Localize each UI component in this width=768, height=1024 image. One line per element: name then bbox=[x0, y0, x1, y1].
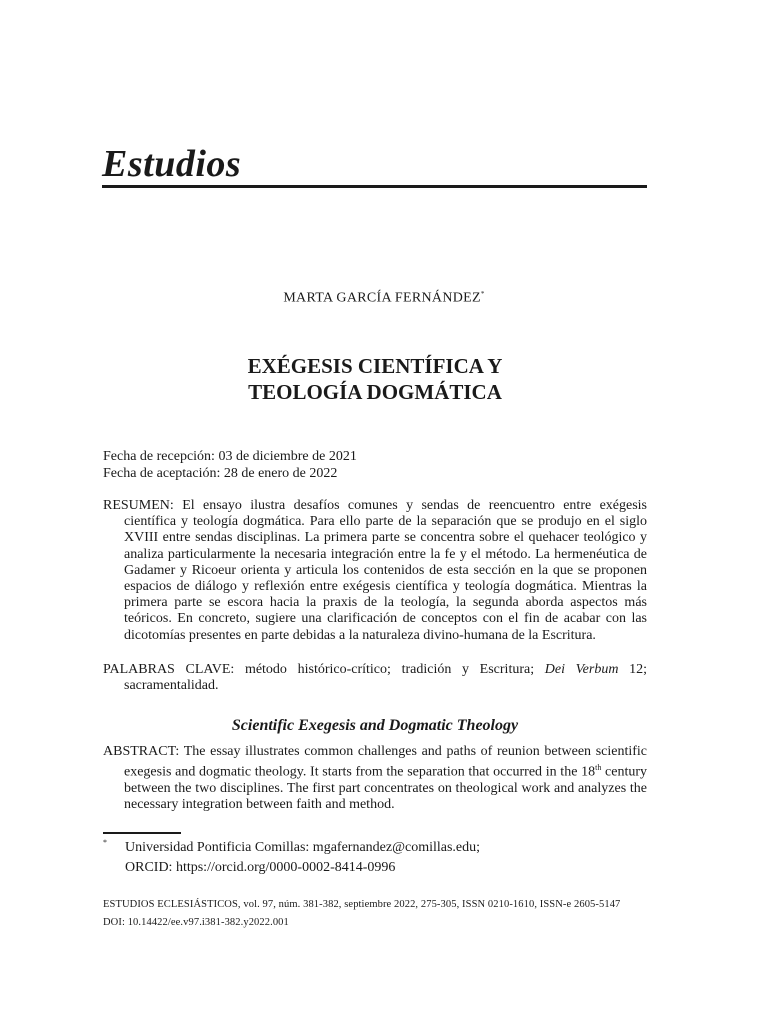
dates-block bbox=[103, 448, 357, 482]
citation-block bbox=[103, 896, 620, 932]
footnote-rule bbox=[103, 832, 181, 834]
abstract-superscript: th bbox=[595, 763, 602, 773]
abstract-paragraph bbox=[103, 744, 647, 813]
resumen-label: RESUMEN: bbox=[103, 498, 174, 513]
abstract-label: ABSTRACT: bbox=[103, 744, 180, 759]
article-title-line-2: TEOLOGÍA DOGMÁTICA bbox=[248, 380, 502, 404]
keywords-paragraph bbox=[103, 662, 647, 694]
received-date: Fecha de recepción: 03 de diciembre de 2021 bbox=[103, 449, 357, 464]
keywords-text-2: 12; sacramentalidad. bbox=[124, 662, 648, 694]
resumen-text: El ensayo ilustra desafíos comunes y sendas de reencuentro entre exégesis científica y teología dogmática. Para ello parte de la separación que se produjo en el siglo XVIII entre sendas disciplinas. La primera parte se concentra sobre el quehacer teológico y analiza particularmente la necesaria integración entre la fe y el método. La hermenéutica de Gadamer y Ricoeur orienta y articula los contenidos de esta sección en la que se proponen espacios de diálogo y reflexión entre exégesis científica y teología dogmática. Mientras la primera parte se escora hacia la praxis de la teología, la segunda aborda aspectos más teóricos. En concreto, sugiere una clarificación de conceptos con el fin de acabar con las dicotomías presentes en parte debidas a la naturaleza divino-humana de la Escritura. bbox=[124, 498, 648, 643]
author-footnote-marker[interactable]: * bbox=[480, 290, 485, 298]
article-title-line-1: EXÉGESIS CIENTÍFICA Y bbox=[247, 354, 503, 378]
citation-doi[interactable]: DOI: 10.14422/ee.v97.i381-382.y2022.001 bbox=[103, 917, 289, 928]
keywords-text-1: método histórico-crítico; tradición y Escritura; bbox=[244, 662, 535, 677]
resumen-paragraph bbox=[103, 498, 647, 644]
article-title bbox=[0, 353, 750, 405]
author-name bbox=[0, 290, 768, 307]
english-title: Scientific Exegesis and Dogmatic Theology bbox=[231, 717, 519, 734]
footnote-affiliation[interactable]: Universidad Pontificia Comillas: mgafernandez@comillas.edu; bbox=[125, 840, 481, 855]
citation-journal: ESTUDIOS ECLESIÁSTICOS, vol. 97, núm. 381-382, septiembre 2022, 275-305, ISSN 0210-1610, ISSN-e 2605-5147 bbox=[103, 899, 621, 910]
section-heading: Estudios bbox=[102, 143, 242, 185]
author-name-text: MARTA GARCÍA FERNÁNDEZ bbox=[283, 290, 481, 306]
accepted-date: Fecha de aceptación: 28 de enero de 2022 bbox=[103, 466, 338, 481]
section-rule bbox=[102, 185, 647, 188]
abstract-text-2: century between the two disciplines. The first part concentrates on theological work and analyzes the necessary integration between faith and method. bbox=[124, 764, 647, 813]
footnote-marker: * bbox=[103, 838, 107, 847]
keywords-label: PALABRAS CLAVE: bbox=[103, 662, 235, 677]
footnote-orcid[interactable]: ORCID: https://orcid.org/0000-0002-8414-0996 bbox=[125, 860, 396, 875]
keywords-italic: Dei Verbum bbox=[544, 662, 619, 677]
footnote-text bbox=[125, 838, 480, 878]
abstract-text-1: The essay illustrates common challenges and paths of reunion between scientific exegesis and dogmatic theology. It starts from the separation that occurred in the 18 bbox=[124, 744, 648, 780]
